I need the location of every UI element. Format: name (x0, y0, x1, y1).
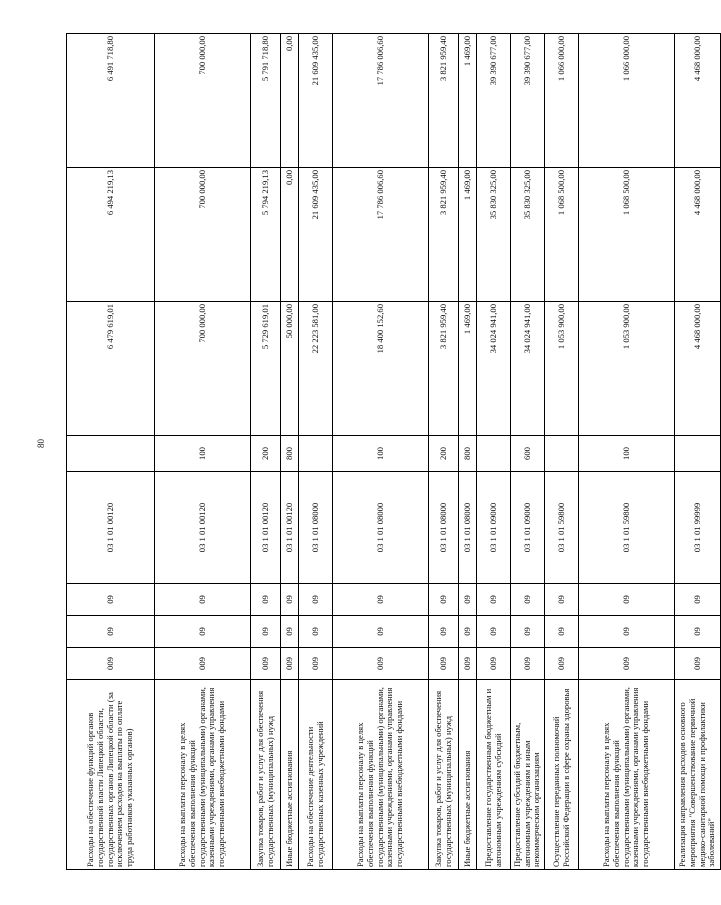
cell-sum-3: 39 390 677,00 (511, 34, 545, 168)
row-description: Предоставление субсидий бюджетным, автономным учреждениям и иным некоммерческим организациям (511, 680, 545, 870)
table-row (675, 34, 721, 870)
cell-sum-2: 700 000,00 (155, 168, 251, 302)
cell-section: 09 (281, 616, 299, 648)
budget-table (66, 33, 721, 870)
cell-expense-type: 200 (251, 436, 281, 472)
cell-target-article: 03 1 01 99999 (675, 472, 721, 584)
cell-sum-1: 1 053 900,00 (579, 302, 675, 436)
cell-target-article: 03 1 01 09000 (511, 472, 545, 584)
cell-expense-type: 100 (579, 436, 675, 472)
table-row (299, 34, 333, 870)
cell-expense-type: 600 (511, 436, 545, 472)
cell-sum-2: 1 068 500,00 (545, 168, 579, 302)
cell-sum-2: 1 469,00 (459, 168, 477, 302)
cell-sum-1: 4 468 000,00 (675, 302, 721, 436)
cell-subsection: 09 (675, 584, 721, 616)
cell-section: 09 (545, 616, 579, 648)
row-description: Расходы на выплаты персоналу в целях обеспечения выполнения функций государственными (муниципальными) органами, казенными учреждениями, органами управления государственными внебюджетными фондами (333, 680, 429, 870)
cell-ved: 009 (429, 648, 459, 680)
cell-sum-1: 5 729 619,01 (251, 302, 281, 436)
cell-target-article: 03 1 01 09000 (477, 472, 511, 584)
cell-sum-3: 0,00 (281, 34, 299, 168)
cell-section: 09 (155, 616, 251, 648)
cell-expense-type: 800 (281, 436, 299, 472)
row-description: Реализация направления расходов основного мероприятия "Совершенствование первичной медико-санитарной помощи и профилактики заболеваний" (675, 680, 721, 870)
cell-target-article: 03 1 01 08000 (459, 472, 477, 584)
cell-sum-3: 5 791 718,80 (251, 34, 281, 168)
cell-sum-2: 3 821 959,40 (429, 168, 459, 302)
cell-sum-1: 700 000,00 (155, 302, 251, 436)
table-row (281, 34, 299, 870)
cell-subsection: 09 (459, 584, 477, 616)
cell-section: 09 (429, 616, 459, 648)
cell-sum-1: 1 053 900,00 (545, 302, 579, 436)
table-row (251, 34, 281, 870)
rotated-budget-table (66, 34, 717, 870)
cell-section: 09 (459, 616, 477, 648)
cell-ved: 009 (67, 648, 155, 680)
cell-sum-1: 34 024 941,00 (477, 302, 511, 436)
cell-sum-2: 6 494 219,13 (67, 168, 155, 302)
cell-sum-1: 18 400 152,60 (333, 302, 429, 436)
cell-ved: 009 (511, 648, 545, 680)
cell-subsection: 09 (299, 584, 333, 616)
cell-sum-2: 1 068 500,00 (579, 168, 675, 302)
cell-expense-type: 100 (155, 436, 251, 472)
cell-subsection: 09 (333, 584, 429, 616)
row-description: Расходы на выплаты персоналу в целях обеспечения выполнения функций государственными (муниципальными) органами, казенными учреждениями, органами управления государственными внебюджетными фондами (579, 680, 675, 870)
table-row (477, 34, 511, 870)
cell-sum-1: 22 223 581,00 (299, 302, 333, 436)
cell-sum-2: 17 786 006,60 (333, 168, 429, 302)
cell-expense-type (67, 436, 155, 472)
cell-ved: 009 (281, 648, 299, 680)
cell-subsection: 09 (67, 584, 155, 616)
cell-sum-3: 3 821 959,40 (429, 34, 459, 168)
row-description: Расходы на обеспечение деятельности государственных казенных учреждений (299, 680, 333, 870)
table-row (67, 34, 155, 870)
table-row (155, 34, 251, 870)
row-description: Иные бюджетные ассигнования (459, 680, 477, 870)
cell-expense-type: 200 (429, 436, 459, 472)
page-number: 80 (36, 439, 46, 448)
cell-ved: 009 (545, 648, 579, 680)
table-row (545, 34, 579, 870)
cell-target-article: 03 1 01 00120 (67, 472, 155, 584)
cell-sum-1: 6 479 619,01 (67, 302, 155, 436)
cell-section: 09 (251, 616, 281, 648)
row-description: Осуществление переданных полномочий Российской Федерации в сфере охраны здоровья (545, 680, 579, 870)
cell-target-article: 03 1 01 00120 (251, 472, 281, 584)
cell-sum-3: 4 468 000,00 (675, 34, 721, 168)
cell-sum-2: 5 794 219,13 (251, 168, 281, 302)
cell-ved: 009 (675, 648, 721, 680)
cell-ved: 009 (251, 648, 281, 680)
cell-sum-1: 3 821 959,40 (429, 302, 459, 436)
cell-sum-3: 17 786 006,60 (333, 34, 429, 168)
cell-ved: 009 (477, 648, 511, 680)
cell-expense-type (675, 436, 721, 472)
cell-target-article: 03 1 01 00120 (155, 472, 251, 584)
cell-expense-type: 800 (459, 436, 477, 472)
cell-sum-1: 1 469,00 (459, 302, 477, 436)
cell-sum-3: 1 469,00 (459, 34, 477, 168)
row-description: Закупка товаров, работ и услуг для обеспечения государственных (муниципальных) нужд (251, 680, 281, 870)
cell-section: 09 (333, 616, 429, 648)
cell-ved: 009 (333, 648, 429, 680)
cell-subsection: 09 (579, 584, 675, 616)
cell-section: 09 (67, 616, 155, 648)
cell-expense-type: 100 (333, 436, 429, 472)
cell-ved: 009 (579, 648, 675, 680)
table-row (333, 34, 429, 870)
cell-subsection: 09 (545, 584, 579, 616)
cell-sum-3: 39 390 677,00 (477, 34, 511, 168)
row-description: Предоставление государственным бюджетным и автономным учреждениям субсидий (477, 680, 511, 870)
cell-sum-1: 34 024 941,00 (511, 302, 545, 436)
cell-ved: 009 (155, 648, 251, 680)
cell-sum-3: 700 000,00 (155, 34, 251, 168)
cell-sum-3: 21 609 435,00 (299, 34, 333, 168)
cell-section: 09 (299, 616, 333, 648)
table-row (511, 34, 545, 870)
cell-target-article: 03 1 01 08000 (333, 472, 429, 584)
cell-ved: 009 (299, 648, 333, 680)
cell-section: 09 (675, 616, 721, 648)
cell-subsection: 09 (281, 584, 299, 616)
cell-section: 09 (511, 616, 545, 648)
cell-subsection: 09 (511, 584, 545, 616)
cell-subsection: 09 (429, 584, 459, 616)
cell-expense-type (545, 436, 579, 472)
cell-target-article: 03 1 01 59800 (579, 472, 675, 584)
cell-section: 09 (477, 616, 511, 648)
row-description: Закупка товаров, работ и услуг для обеспечения государственных (муниципальных) нужд (429, 680, 459, 870)
cell-expense-type (299, 436, 333, 472)
cell-sum-3: 6 491 718,80 (67, 34, 155, 168)
cell-target-article: 03 1 01 08000 (429, 472, 459, 584)
cell-section: 09 (579, 616, 675, 648)
table-row (429, 34, 459, 870)
cell-target-article: 03 1 01 00120 (281, 472, 299, 584)
row-description: Иные бюджетные ассигнования (281, 680, 299, 870)
cell-target-article: 03 1 01 59800 (545, 472, 579, 584)
table-row (579, 34, 675, 870)
cell-sum-2: 35 830 325,00 (477, 168, 511, 302)
table-row (459, 34, 477, 870)
cell-ved: 009 (459, 648, 477, 680)
cell-sum-2: 4 468 000,00 (675, 168, 721, 302)
cell-subsection: 09 (251, 584, 281, 616)
cell-subsection: 09 (477, 584, 511, 616)
cell-target-article: 03 1 01 08000 (299, 472, 333, 584)
cell-sum-2: 21 609 435,00 (299, 168, 333, 302)
row-description: Расходы на обеспечение функций органов государственной власти Липецкой области, государственных органов Липецкой области (за исключением расходов на выплаты по оплате труда работников указанных органов) (67, 680, 155, 870)
cell-expense-type (477, 436, 511, 472)
cell-subsection: 09 (155, 584, 251, 616)
row-description: Расходы на выплаты персоналу в целях обеспечения выполнения функций государственными (муниципальными) органами, казенными учреждениями, органами управления государственными внебюджетными фондами (155, 680, 251, 870)
cell-sum-3: 1 066 000,00 (579, 34, 675, 168)
cell-sum-1: 50 000,00 (281, 302, 299, 436)
cell-sum-2: 0,00 (281, 168, 299, 302)
cell-sum-2: 35 830 325,00 (511, 168, 545, 302)
cell-sum-3: 1 066 000,00 (545, 34, 579, 168)
